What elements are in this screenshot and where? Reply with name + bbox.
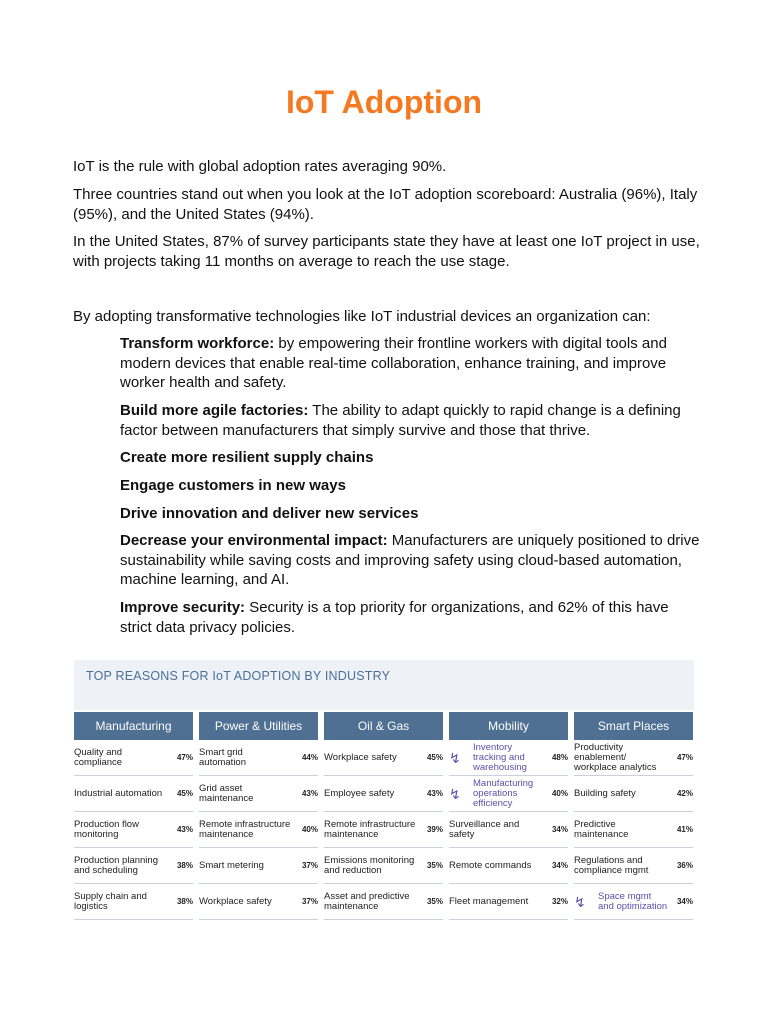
bullet-engage-customers xyxy=(120,476,700,496)
reason-label: Smart metering xyxy=(199,859,264,871)
industry-column xyxy=(324,712,443,920)
reason-label: Production flow monitoring xyxy=(74,818,139,840)
reason-label: Production planning and scheduling xyxy=(74,854,158,876)
bullet-head: Drive innovation and deliver new services xyxy=(120,505,419,522)
industry-column xyxy=(199,712,318,920)
reason-row xyxy=(574,848,693,884)
industry-column xyxy=(449,712,568,920)
industry-header: Manufacturing xyxy=(74,712,193,740)
reason-percent: 43% xyxy=(176,824,193,834)
bullet-supply-chains xyxy=(120,448,700,468)
reason-percent: 36% xyxy=(676,860,693,870)
reason-label: Productivity enablement/ workplace analytics xyxy=(574,741,657,773)
reason-percent: 35% xyxy=(426,896,443,906)
trend-arrow-icon: ↯ xyxy=(449,785,461,802)
reason-percent: 39% xyxy=(426,824,443,834)
reason-percent: 34% xyxy=(676,896,693,906)
reason-percent: 47% xyxy=(676,752,693,762)
reason-percent: 47% xyxy=(176,752,193,762)
bullet-head: Create more resilient supply chains xyxy=(120,449,374,466)
bullet-head: Engage customers in new ways xyxy=(120,477,346,494)
reason-percent: 40% xyxy=(301,824,318,834)
reason-percent: 41% xyxy=(676,824,693,834)
reason-row xyxy=(199,812,318,848)
trend-arrow-icon: ↯ xyxy=(449,749,461,766)
reason-label: Workplace safety xyxy=(324,751,397,763)
reason-row xyxy=(74,848,193,884)
reason-row xyxy=(574,812,693,848)
reason-label: Asset and predictive maintenance xyxy=(324,890,410,912)
reason-label: Surveillance and safety xyxy=(449,818,520,840)
bullet-body: Manufacturers are uniquely positioned to drive sustainability while saving costs and improving safety using cloud-based automation, machine learning, and AI. xyxy=(120,532,700,588)
reason-percent: 40% xyxy=(551,788,568,798)
bullet-environmental-impact xyxy=(120,531,700,590)
reason-row xyxy=(74,740,193,776)
infographic-header xyxy=(74,660,694,710)
reason-percent: 45% xyxy=(176,788,193,798)
trend-arrow-icon: ↯ xyxy=(574,893,586,910)
reason-label: Space mgmt and optimization xyxy=(598,890,668,912)
reason-row xyxy=(199,740,318,776)
bullet-body: Security is a top priority for organizations, and 62% of this have strict data privacy policies. xyxy=(120,599,669,636)
paragraph-global-adoption: IoT is the rule with global adoption rates averaging 90%. xyxy=(73,158,447,175)
reason-percent: 43% xyxy=(301,788,318,798)
reason-row xyxy=(74,776,193,812)
reason-row xyxy=(74,812,193,848)
reason-row xyxy=(324,884,443,920)
reason-percent: 35% xyxy=(426,860,443,870)
reason-label: Grid asset maintenance xyxy=(199,782,254,804)
reason-row xyxy=(574,776,693,812)
reason-row xyxy=(199,776,318,812)
bullet-head: Build more agile factories: xyxy=(120,402,309,419)
paragraph-united-states: In the United States, 87% of survey participants state they have at least one IoT project in use, with projects taking 11 months on average to reach the use stage. xyxy=(73,233,700,270)
reason-percent: 37% xyxy=(301,896,318,906)
reason-row xyxy=(199,848,318,884)
reason-label: Quality and compliance xyxy=(74,746,123,768)
bullet-transform-workforce xyxy=(120,334,700,393)
reason-label: Remote infrastructure maintenance xyxy=(199,818,291,840)
industry-header: Smart Places xyxy=(574,712,693,740)
reason-percent: 43% xyxy=(426,788,443,798)
reason-row xyxy=(574,884,693,920)
bullet-body: by empowering their frontline workers with digital tools and modern devices that enable real-time collaboration, enhance training, and improve worker health and safety. xyxy=(120,335,667,391)
reason-label: Regulations and compliance mgmt xyxy=(574,854,649,876)
reason-label: Remote commands xyxy=(449,859,532,871)
bullet-agile-factories xyxy=(120,401,700,440)
industry-column xyxy=(74,712,193,920)
reason-label: Manufacturing operations efficiency xyxy=(473,777,534,809)
reason-percent: 42% xyxy=(676,788,693,798)
infographic-title: TOP REASONS FOR IoT ADOPTION BY INDUSTRY xyxy=(86,669,391,683)
reason-row xyxy=(199,884,318,920)
reason-label: Fleet management xyxy=(449,895,529,907)
reason-percent: 32% xyxy=(551,896,568,906)
reason-row xyxy=(449,884,568,920)
bullet-body: The ability to adapt quickly to rapid change is a defining factor between manufacturers that simply survive and those that thrive. xyxy=(120,402,681,439)
industry-header: Mobility xyxy=(449,712,568,740)
industry-header: Oil & Gas xyxy=(324,712,443,740)
reason-row xyxy=(324,740,443,776)
reason-row xyxy=(449,812,568,848)
bullet-improve-security xyxy=(120,598,700,637)
reason-row xyxy=(324,848,443,884)
reason-row xyxy=(449,740,568,776)
reason-percent: 44% xyxy=(301,752,318,762)
bullet-drive-innovation xyxy=(120,504,700,524)
paragraph-countries: Three countries stand out when you look at the IoT adoption scoreboard: Australia (96%), Italy (95%), and the United States (94%). xyxy=(73,186,698,223)
reason-percent: 48% xyxy=(551,752,568,762)
reason-row xyxy=(449,776,568,812)
reason-label: Building safety xyxy=(574,787,636,799)
bullet-head: Improve security: xyxy=(120,599,246,616)
reason-label: Industrial automation xyxy=(74,787,163,799)
reason-label: Workplace safety xyxy=(199,895,272,907)
reason-label: Employee safety xyxy=(324,787,395,799)
reason-percent: 38% xyxy=(176,896,193,906)
page-title: IoT Adoption xyxy=(285,84,483,120)
industry-column xyxy=(574,712,693,920)
reason-percent: 38% xyxy=(176,860,193,870)
bullet-head: Transform workforce: xyxy=(120,335,275,352)
reason-row xyxy=(574,740,693,776)
paragraph-intro-list: By adopting transformative technologies like IoT industrial devices an organization can: xyxy=(73,308,651,325)
reason-row xyxy=(449,848,568,884)
industry-header: Power & Utilities xyxy=(199,712,318,740)
reason-row xyxy=(74,884,193,920)
reason-label: Remote infrastructure maintenance xyxy=(324,818,416,840)
reason-label: Inventory tracking and warehousing xyxy=(473,741,527,773)
reason-row xyxy=(324,812,443,848)
reason-label: Smart grid automation xyxy=(199,746,247,768)
reason-label: Emissions monitoring and reduction xyxy=(324,854,415,876)
reason-label: Supply chain and logistics xyxy=(74,890,147,912)
bullet-head: Decrease your environmental impact: xyxy=(120,532,388,549)
reason-percent: 37% xyxy=(301,860,318,870)
reason-row xyxy=(324,776,443,812)
reason-label: Predictive maintenance xyxy=(574,818,629,840)
reason-percent: 34% xyxy=(551,824,568,834)
reason-percent: 45% xyxy=(426,752,443,762)
iot-adoption-infographic xyxy=(74,660,694,922)
reason-percent: 34% xyxy=(551,860,568,870)
